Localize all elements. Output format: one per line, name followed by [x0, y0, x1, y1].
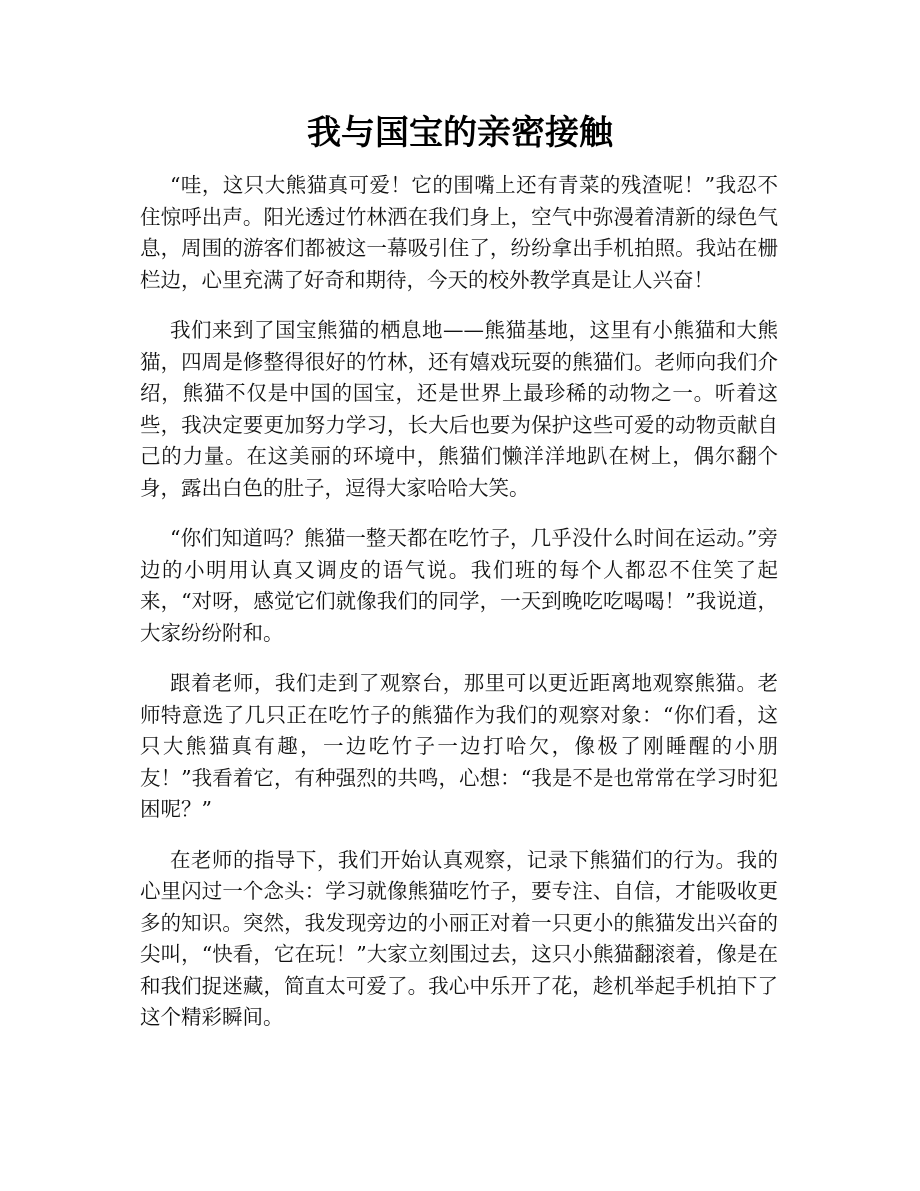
paragraph-4: 跟着老师，我们走到了观察台，那里可以更近距离地观察熊猫。老师特意选了几只正在吃竹子的熊猫作为我们的观察对象：“你们看，这只大熊猫真有趣，一边吃竹子一边打哈欠，像极了刚睡醒的小朋友！”我看着它，有种强烈的共鸣，心想：“我是不是也常常在学习时犯困呢？”	[140, 671, 778, 821]
paragraph-3: “你们知道吗？熊猫一整天都在吃竹子，几乎没什么时间在运动。”旁边的小明用认真又调皮的语气说。我们班的每个人都忍不住笑了起来，“对呀，感觉它们就像我们的同学，一天到晚吃吃喝喝！”我说道，大家纷纷附和。	[140, 526, 778, 645]
paragraph-2: 我们来到了国宝熊猫的栖息地——熊猫基地，这里有小熊猫和大熊猫，四周是修整得很好的竹林，还有嬉戏玩耍的熊猫们。老师向我们介绍，熊猫不仅是中国的国宝，还是世界上最珍稀的动物之一。听着这些，我决定要更加努力学习，长大后也要为保护这些可爱的动物贡献自己的力量。在这美丽的环境中，熊猫们懒洋洋地趴在树上，偶尔翻个身，露出白色的肚子，逗得大家哈哈大笑。	[140, 318, 778, 500]
document-title: 我与国宝的亲密接触	[307, 113, 613, 153]
paragraph-5: 在老师的指导下，我们开始认真观察，记录下熊猫们的行为。我的心里闪过一个念头：学习就像熊猫吃竹子，要专注、自信，才能吸收更多的知识。突然，我发现旁边的小丽正对着一只更小的熊猫发出兴奋的尖叫，“快看，它在玩！”大家立刻围过去，这只小熊猫翻滚着，像是在和我们捉迷藏，简直太可爱了。我心中乐开了花，趁机举起手机拍下了这个精彩瞬间。	[140, 847, 778, 1029]
document-body	[140, 170, 778, 1053]
paragraph-1: “哇，这只大熊猫真可爱！它的围嘴上还有青菜的残渣呢！”我忍不住惊呼出声。阳光透过竹林洒在我们身上，空气中弥漫着清新的绿色气息，周围的游客们都被这一幕吸引住了，纷纷拿出手机拍照。我站在栅栏边，心里充满了好奇和期待，今天的校外教学真是让人兴奋！	[140, 173, 778, 292]
